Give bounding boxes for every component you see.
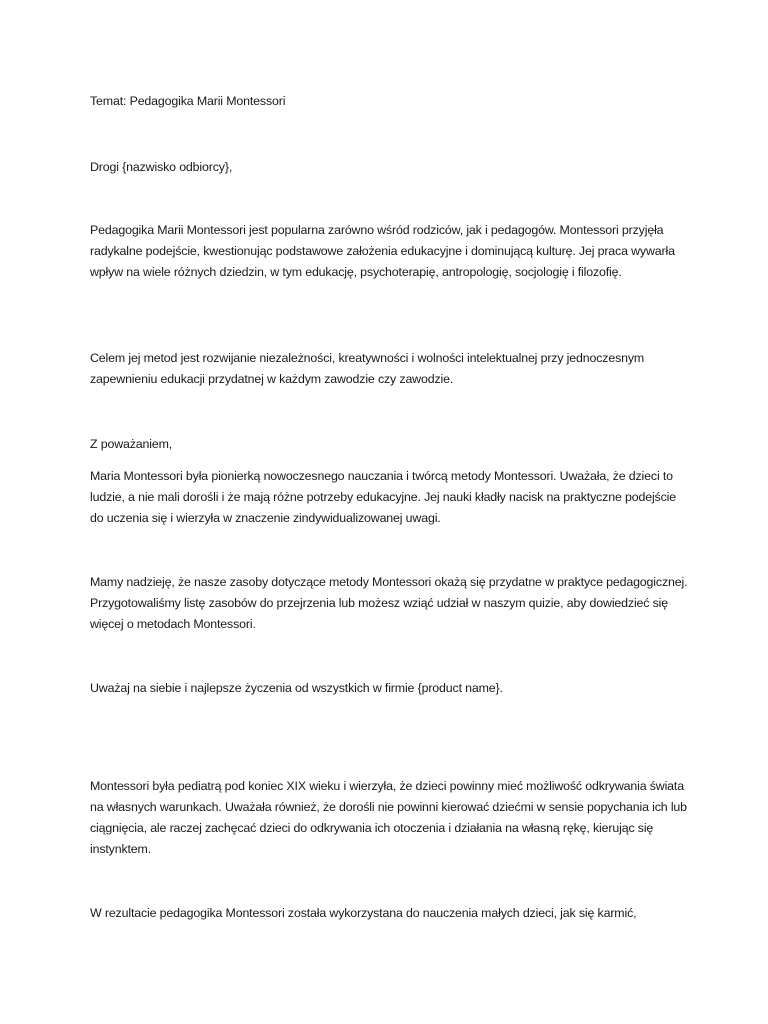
- greeting: Drogi {nazwisko odbiorcy},: [90, 160, 233, 174]
- paragraph-biography: Maria Montessori była pionierką nowoczesnego nauczania i twórcą metody Montessori. Uważała, że dzieci to ludzie, a nie mali dorośli i że mają różne potrzeby edukacyjne. Jej nauki kładły nacisk na praktyczne podejście do uczenia się i wierzyła w znaczenie zindywidualizowanej uwagi.: [90, 469, 676, 525]
- paragraph-goals: Celem jej metod jest rozwijanie niezależności, kreatywności i wolności intelektualnej przy jednoczesnym zapewnieniu edukacji przydatnej w każdym zawodzie czy zawodzie.: [90, 351, 645, 386]
- paragraph-pediatrician: Montessori była pediatrą pod koniec XIX wieku i wierzyła, że dzieci powinny mieć możliwość odkrywania świata na własnych warunkach. Uważała również, że dorośli nie powinni kierować dziećmi w sensie popychania ich lub ciągnięcia, ale raczej zachęcać dzieci do odkrywania ich otoczenia i działania na własną rękę, kierując się instynktem.: [90, 779, 687, 856]
- paragraph-intro: Pedagogika Marii Montessori jest popularna zarówno wśród rodziców, jak i pedagogów. Montessori przyjęła radykalne podejście, kwestionując podstawowe założenia edukacyjne i dominującą kulturę. Jej praca wywarła wpływ na wiele różnych dziedzin, w tym edukację, psychoterapię, antropologię, socjologię i filozofię.: [90, 223, 675, 279]
- paragraph-resources: Mamy nadzieję, że nasze zasoby dotyczące metody Montessori okażą się przydatne w praktyce pedagogicznej. Przygotowaliśmy listę zasobów do przejrzenia lub możesz wziąć udział w naszym quizie, aby dowiedzieć się więcej o metodach Montessori.: [90, 575, 688, 631]
- paragraph-result: W rezultacie pedagogika Montessori została wykorzystana do nauczenia małych dzieci, jak się karmić,: [90, 906, 637, 920]
- closing: Z poważaniem,: [90, 437, 173, 451]
- subject-line: Temat: Pedagogika Marii Montessori: [90, 94, 286, 108]
- paragraph-wishes: Uważaj na siebie i najlepsze życzenia od wszystkich w firmie {product name}.: [90, 681, 503, 695]
